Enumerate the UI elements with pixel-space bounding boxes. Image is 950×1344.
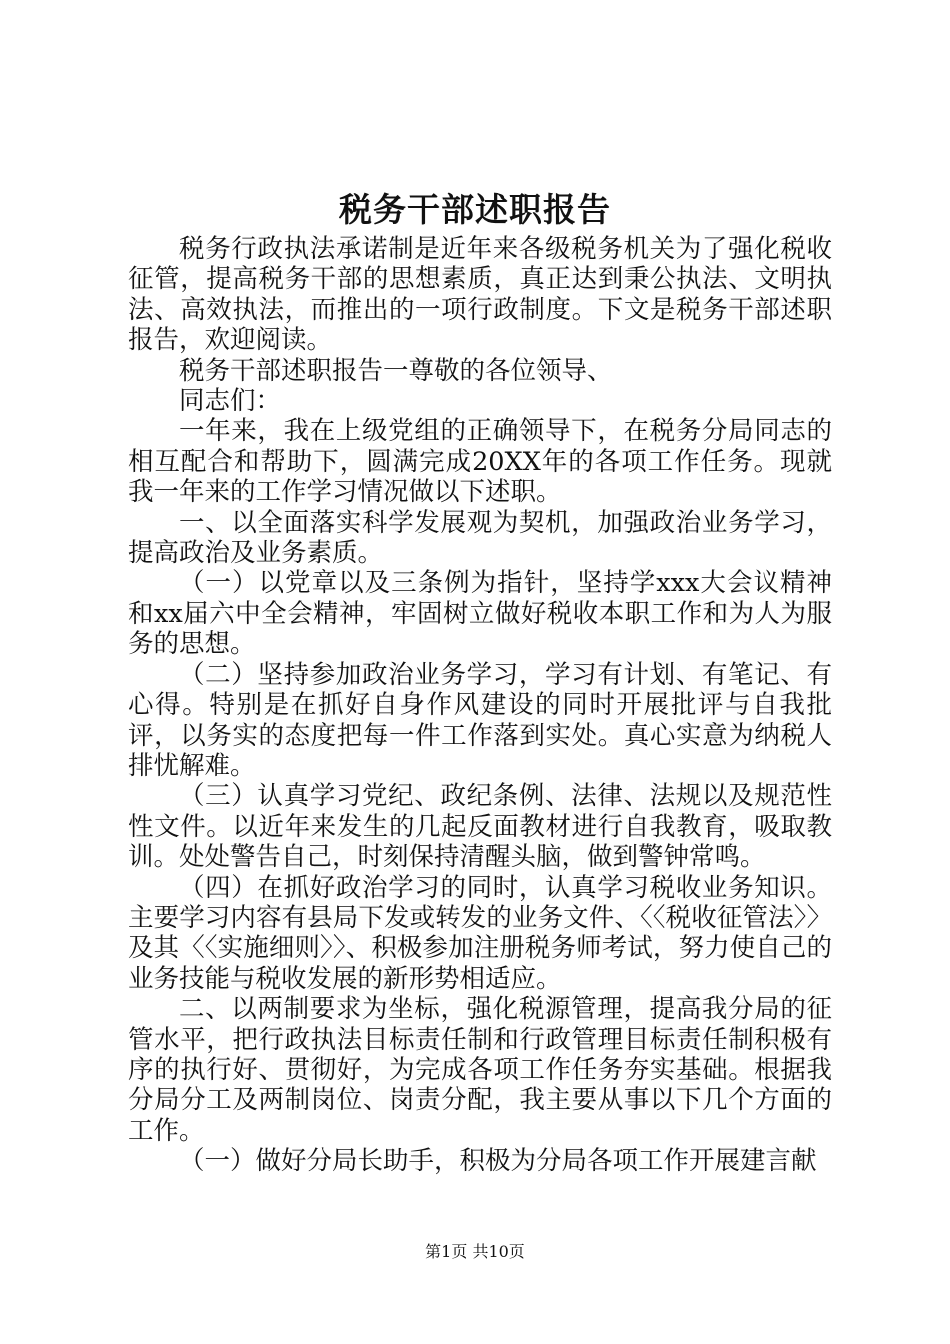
paragraph-section-1-item-3: （三）认真学习党纪、政纪条例、法律、法规以及规范性性文件。以近年来发生的几起反面教材进行自我教育，吸取教训。处处警告自己，时刻保持清醒头脑，做到警钟常鸣。 (128, 781, 832, 873)
paragraph-section-1-item-1: （一）以党章以及三条例为指针，坚持学xxx大会议精神和xx届六中全会精神，牢固树立做好税收本职工作和为人为服务的思想。 (128, 568, 832, 660)
paragraph-overview: 一年来，我在上级党组的正确领导下，在税务分局同志的相互配合和帮助下，圆满完成20XX年的各项工作任务。现就我一年来的工作学习情况做以下述职。 (128, 416, 832, 508)
paragraph-section-1-item-4: （四）在抓好政治学习的同时，认真学习税收业务知识。主要学习内容有县局下发或转发的业务文件、〈〈税收征管法〉〉及其〈〈实施细则〉〉、积极参加注册税务师考试，努力使自己的业务技能与税收发展的新形势相适应。 (128, 872, 832, 994)
paragraph-report-heading: 税务干部述职报告一尊敬的各位领导、 (179, 355, 613, 386)
paragraph-section-2-item-1: （一）做好分局长助手，积极为分局各项工作开展建言献 (179, 1146, 817, 1177)
document-title: 税务干部述职报告 (339, 190, 611, 229)
paragraph-salutation: 同志们： (179, 386, 282, 417)
paragraph-intro: 税务行政执法承诺制是近年来各级税务机关为了强化税收征管，提高税务干部的思想素质，真正达到秉公执法、文明执法、高效执法，而推出的一项行政制度。下文是税务干部述职报告，欢迎阅读。 (128, 234, 832, 356)
paragraph-section-2: 二、以两制要求为坐标，强化税源管理，提高我分局的征管水平，把行政执法目标责任制和行政管理目标责任制积极有序的执行好、贯彻好，为完成各项工作任务夯实基础。根据我分局分工及两制岗位、岗责分配，我主要从事以下几个方面的工作。 (128, 994, 832, 1146)
paragraph-section-1-item-2: （二）坚持参加政治业务学习，学习有计划、有笔记、有心得。特别是在抓好自身作风建设的同时开展批评与自我批评，以务实的态度把每一件工作落到实处。真心实意为纳税人排忧解难。 (128, 659, 832, 781)
page-footer: 第1页 共10页 (425, 1242, 525, 1261)
document-body (128, 234, 832, 1177)
paragraph-section-1: 一、以全面落实科学发展观为契机，加强政治业务学习，提高政治及业务素质。 (128, 507, 832, 569)
